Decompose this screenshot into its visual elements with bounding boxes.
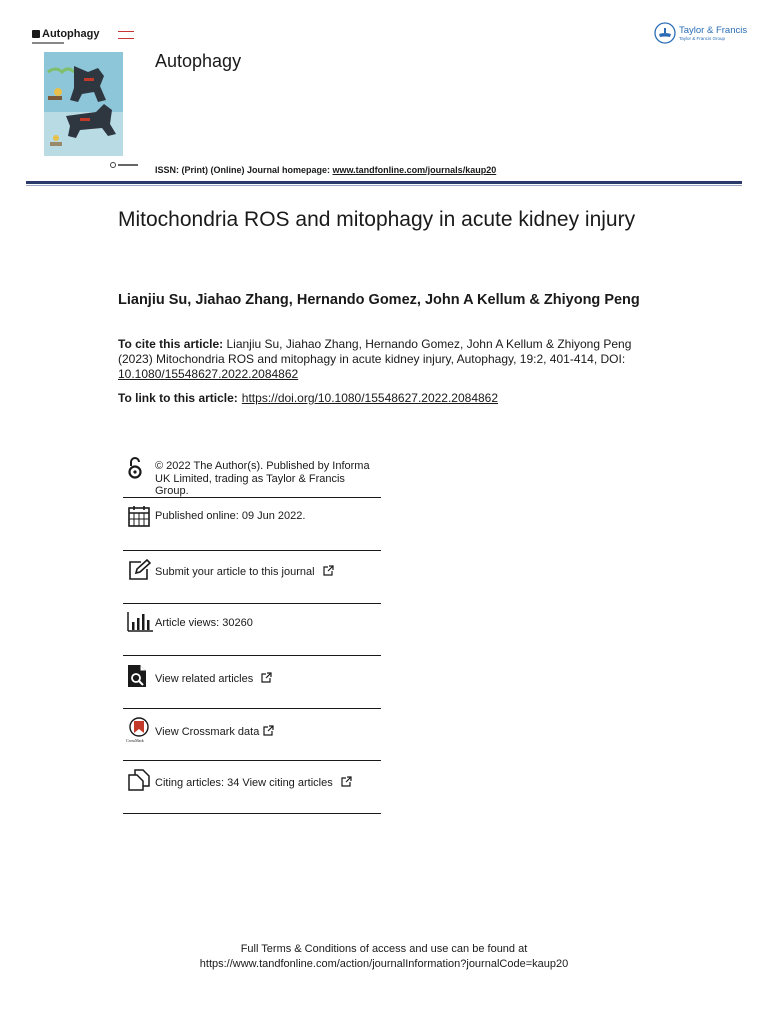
related-articles-link[interactable]: View related articles — [155, 673, 254, 685]
article-title: Mitochondria ROS and mitophagy in acute kidney injury — [118, 208, 636, 231]
journal-mini-mark-icon — [118, 31, 134, 39]
terms-line-1: Full Terms & Conditions of access and use can be found at — [240, 943, 528, 955]
crossmark-row[interactable] — [123, 709, 381, 761]
journal-logo-icon — [32, 30, 40, 38]
external-link-icon — [323, 565, 334, 576]
submit-row[interactable] — [123, 551, 381, 604]
crossmark-icon-label: CrossMark — [126, 738, 144, 743]
submit-link[interactable]: Submit your article to this journal — [155, 566, 315, 578]
related-articles-icon — [127, 664, 147, 688]
article-authors: Lianjiu Su, Jiahao Zhang, Hernando Gomez, John A Kellum & Zhiyong Peng — [118, 292, 640, 308]
calendar-icon — [127, 504, 151, 528]
external-link-icon — [261, 672, 272, 683]
article-doi-link[interactable]: https://doi.org/10.1080/15548627.2022.2084862 — [241, 391, 499, 405]
open-access-icon — [127, 456, 143, 480]
crossmark-link[interactable]: View Crossmark data — [155, 726, 260, 738]
citation-label: To cite this article: — [118, 337, 224, 351]
published-text: Published online: 09 Jun 2022. — [155, 510, 306, 522]
bar-chart-icon — [127, 612, 153, 632]
header-rule-thin — [26, 185, 742, 186]
cover-publisher-mark — [110, 162, 138, 168]
cover-publisher-line — [118, 164, 138, 166]
related-row[interactable] — [123, 656, 381, 709]
journal-cover-image — [44, 52, 123, 156]
citation-text: Lianjiu Su, Jiahao Zhang, Hernando Gomez, John A Kellum & Zhiyong Peng (2023) Mitochondria ROS and mitophagy in acute kidney injury, Autophagy, 19:2, 401-414, DOI: — [118, 337, 632, 366]
citing-row[interactable] — [123, 761, 381, 814]
issn-text: ISSN: (Print) (Online) Journal homepage: — [155, 165, 333, 175]
article-info-box — [123, 451, 381, 814]
edit-icon — [127, 559, 151, 581]
external-link-icon — [341, 776, 352, 787]
crossmark-icon — [126, 717, 152, 739]
terms-link[interactable]: https://www.tandfonline.com/action/journalInformation?journalCode=kaup20 — [199, 958, 569, 970]
journal-logo-text: Autophagy — [42, 28, 100, 40]
citation-doi-link[interactable]: 10.1080/15548627.2022.2084862 — [118, 367, 299, 381]
citation-block — [118, 337, 663, 382]
journal-name: Autophagy — [155, 51, 242, 71]
header-rule — [26, 181, 742, 184]
journal-logo — [32, 28, 99, 40]
views-text: Article views: 30260 — [155, 617, 253, 629]
publisher-name: Taylor & Francis — [679, 24, 748, 36]
citing-articles-link[interactable]: Citing articles: 34 View citing articles — [155, 777, 333, 789]
citing-articles-icon — [127, 769, 151, 791]
publisher-sub: Taylor & Francis Group — [679, 35, 726, 41]
cover-publisher-icon — [110, 162, 116, 168]
journal-logo-subline — [32, 42, 64, 44]
external-link-icon — [263, 725, 274, 736]
article-link-line — [118, 391, 498, 405]
published-row — [123, 498, 381, 551]
license-row — [123, 451, 381, 498]
publisher-logo[interactable] — [654, 22, 747, 44]
publisher-lamp-icon — [654, 22, 676, 44]
license-text: © 2022 The Author(s). Published by Informa UK Limited, trading as Taylor & Francis Group. — [155, 460, 370, 497]
issn-line — [155, 165, 496, 175]
views-row — [123, 604, 381, 656]
terms-footer — [0, 942, 768, 972]
article-link-label: To link to this article: — [118, 391, 238, 405]
cover-illustration-icon — [44, 52, 123, 156]
journal-homepage-link[interactable]: www.tandfonline.com/journals/kaup20 — [332, 165, 497, 175]
